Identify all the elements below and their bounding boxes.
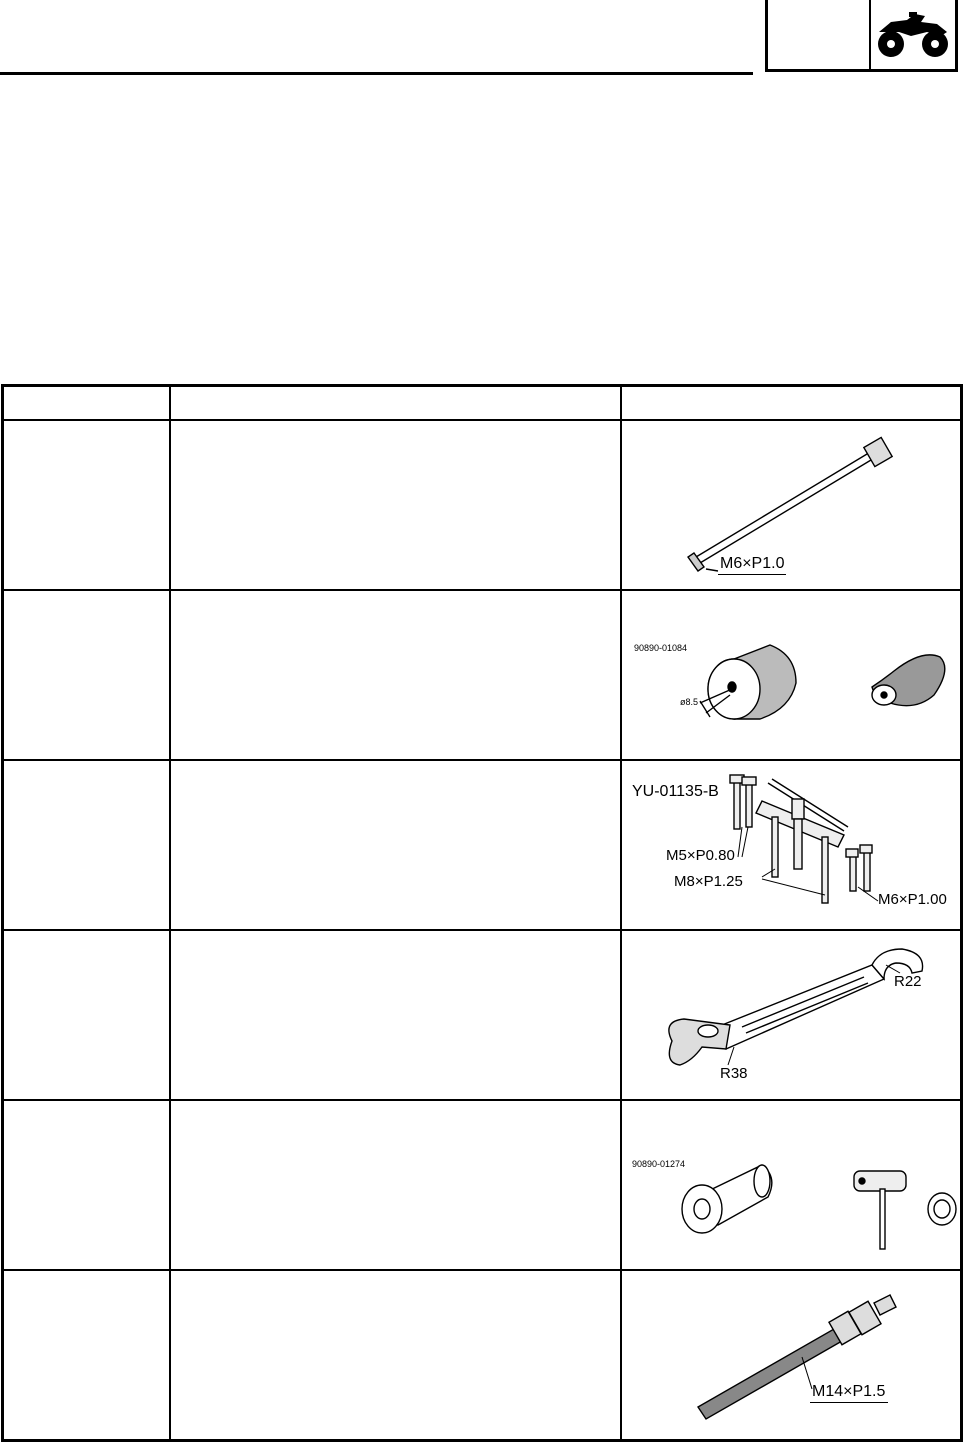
tool-illustration-cell (621, 760, 962, 930)
table-row (3, 930, 962, 1100)
table-row (3, 420, 962, 590)
tool-number-cell (3, 1100, 170, 1270)
diameter-label: ø8.5 (679, 697, 698, 707)
atv-icon (871, 0, 955, 69)
tool-description-cell (170, 590, 621, 760)
radius-label: R38 (719, 1065, 748, 1082)
column-header-tool-no (3, 386, 170, 421)
table-row (3, 1100, 962, 1270)
thread-spec-label: M8×P1.25 (673, 873, 743, 890)
thread-spec-label: M5×P0.80 (665, 847, 735, 864)
threaded-rod-drawing (622, 1271, 960, 1439)
section-tab-blank (768, 0, 871, 69)
tool-illustration-cell (621, 1270, 962, 1441)
thread-spec-label: M14×P1.5 (811, 1383, 886, 1400)
tool-number-cell (3, 1270, 170, 1441)
thread-spec-label: M6×P1.0 (719, 555, 785, 572)
part-number-label: 90890-01274 (631, 1159, 686, 1169)
weight-and-handle-drawing (622, 591, 960, 759)
table-header-row (3, 386, 962, 421)
tool-illustration-cell (621, 590, 962, 760)
column-header-description (170, 386, 621, 421)
label-underline (718, 574, 786, 575)
tool-description-cell (170, 930, 621, 1100)
column-header-illustration (621, 386, 962, 421)
part-number-label: YU-01135-B (631, 783, 719, 800)
tool-description-cell (170, 760, 621, 930)
part-number-label: 90890-01084 (633, 643, 688, 653)
radius-label: R22 (893, 973, 922, 990)
tool-description-cell (170, 420, 621, 590)
hook-spanner-drawing (622, 931, 960, 1099)
tool-number-cell (3, 930, 170, 1100)
tool-number-cell (3, 590, 170, 760)
tool-number-cell (3, 420, 170, 590)
tool-number-cell (3, 760, 170, 930)
tool-illustration-cell (621, 420, 962, 590)
table-row (3, 590, 962, 760)
header-rule (0, 72, 753, 75)
tool-description-cell (170, 1270, 621, 1441)
tool-description-cell (170, 1100, 621, 1270)
tool-illustration-cell (621, 930, 962, 1100)
sleeve-and-tbar-drawing (622, 1101, 960, 1269)
special-tools-table (1, 384, 963, 1442)
section-tab (765, 0, 958, 72)
label-underline (810, 1402, 888, 1403)
table-row (3, 760, 962, 930)
thread-spec-label: M6×P1.00 (877, 891, 947, 908)
table-row (3, 1270, 962, 1441)
tool-illustration-cell (621, 1100, 962, 1270)
rod-tool-drawing (622, 421, 960, 589)
